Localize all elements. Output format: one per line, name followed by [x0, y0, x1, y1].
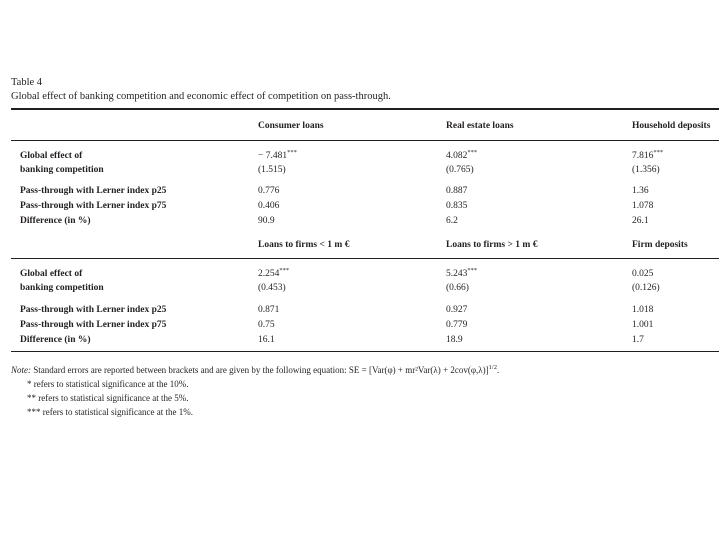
table-cell: 0.887 — [446, 186, 468, 196]
col-header-household-deposits: Household deposits — [632, 121, 711, 131]
row-label-p25: Pass-through with Lerner index p25 — [20, 186, 167, 196]
table-cell: 26.1 — [632, 216, 649, 226]
table-cell-se: (0.126) — [632, 283, 660, 293]
table-cell: 5.243*** — [446, 267, 478, 279]
table-cell: 0.75 — [258, 320, 275, 330]
table-cell: 1.078 — [632, 201, 654, 211]
col-header-real-estate-loans: Real estate loans — [446, 121, 514, 131]
col-header-loans-small-firms: Loans to firms < 1 m € — [258, 240, 350, 250]
table-cell: 4.082*** — [446, 149, 478, 161]
table-cell: 0.835 — [446, 201, 468, 211]
col-header-firm-deposits: Firm deposits — [632, 240, 688, 250]
col-header-loans-large-firms: Loans to firms > 1 m € — [446, 240, 538, 250]
note-star-1: * refers to statistical significance at the 10%. — [27, 379, 189, 389]
header-rule-2 — [11, 258, 719, 259]
note-star-2: ** refers to statistical significance at the 5%. — [27, 393, 189, 403]
table-caption — [11, 76, 391, 104]
table-cell-se: (0.453) — [258, 283, 286, 293]
table-cell: 0.776 — [258, 186, 280, 196]
table-cell: 16.1 — [258, 335, 275, 345]
table-cell: 0.025 — [632, 269, 654, 279]
col-header-consumer-loans: Consumer loans — [258, 121, 324, 131]
top-rule — [11, 108, 719, 110]
bottom-rule — [11, 351, 719, 352]
table-cell: 90.9 — [258, 216, 275, 226]
row-label-p25: Pass-through with Lerner index p25 — [20, 305, 167, 315]
table-cell-se: (0.765) — [446, 165, 474, 175]
table-cell-se: (0.66) — [446, 283, 469, 293]
row-label-difference: Difference (in %) — [20, 335, 91, 345]
table-cell: 2.254*** — [258, 267, 290, 279]
row-label-banking-competition: banking competition — [20, 165, 104, 175]
table-cell-se: (1.515) — [258, 165, 286, 175]
table-cell: − 7.481*** — [258, 149, 297, 161]
note-star-3: *** refers to statistical significance at the 1%. — [27, 407, 193, 417]
table-cell: 1.018 — [632, 305, 654, 315]
table-cell: 6.2 — [446, 216, 458, 226]
table-cell: 1.7 — [632, 335, 644, 345]
table-cell-se: (1.356) — [632, 165, 660, 175]
header-rule-1 — [11, 140, 719, 141]
note-prefix: Note: — [11, 365, 31, 375]
note-equation: Note: Standard errors are reported between brackets and are given by the following equation: SE = $[Var(\varphi) + mr^2Var(\lambda) + 2cov(\varphi,\lambda)]^{1/2}$. — [11, 364, 500, 375]
row-label-p75: Pass-through with Lerner index p75 — [20, 201, 167, 211]
table-cell: 18.9 — [446, 335, 463, 345]
table-cell: 0.871 — [258, 305, 280, 315]
table-notes — [11, 363, 499, 419]
row-label-global-effect: Global effect of — [20, 151, 83, 161]
row-label-difference: Difference (in %) — [20, 216, 91, 226]
table-cell: 1.36 — [632, 186, 649, 196]
table-cell: 7.816*** — [632, 149, 664, 161]
row-label-global-effect: Global effect of — [20, 269, 83, 279]
table-cell: 0.927 — [446, 305, 468, 315]
table-label: Table 4 — [11, 77, 43, 88]
table-cell: 0.406 — [258, 201, 280, 211]
table-cell: 1.001 — [632, 320, 654, 330]
table-title: Global effect of banking competition and economic effect of competition on pass-through. — [11, 91, 391, 102]
row-label-p75: Pass-through with Lerner index p75 — [20, 320, 167, 330]
table-cell: 0.779 — [446, 320, 468, 330]
row-label-banking-competition: banking competition — [20, 283, 104, 293]
